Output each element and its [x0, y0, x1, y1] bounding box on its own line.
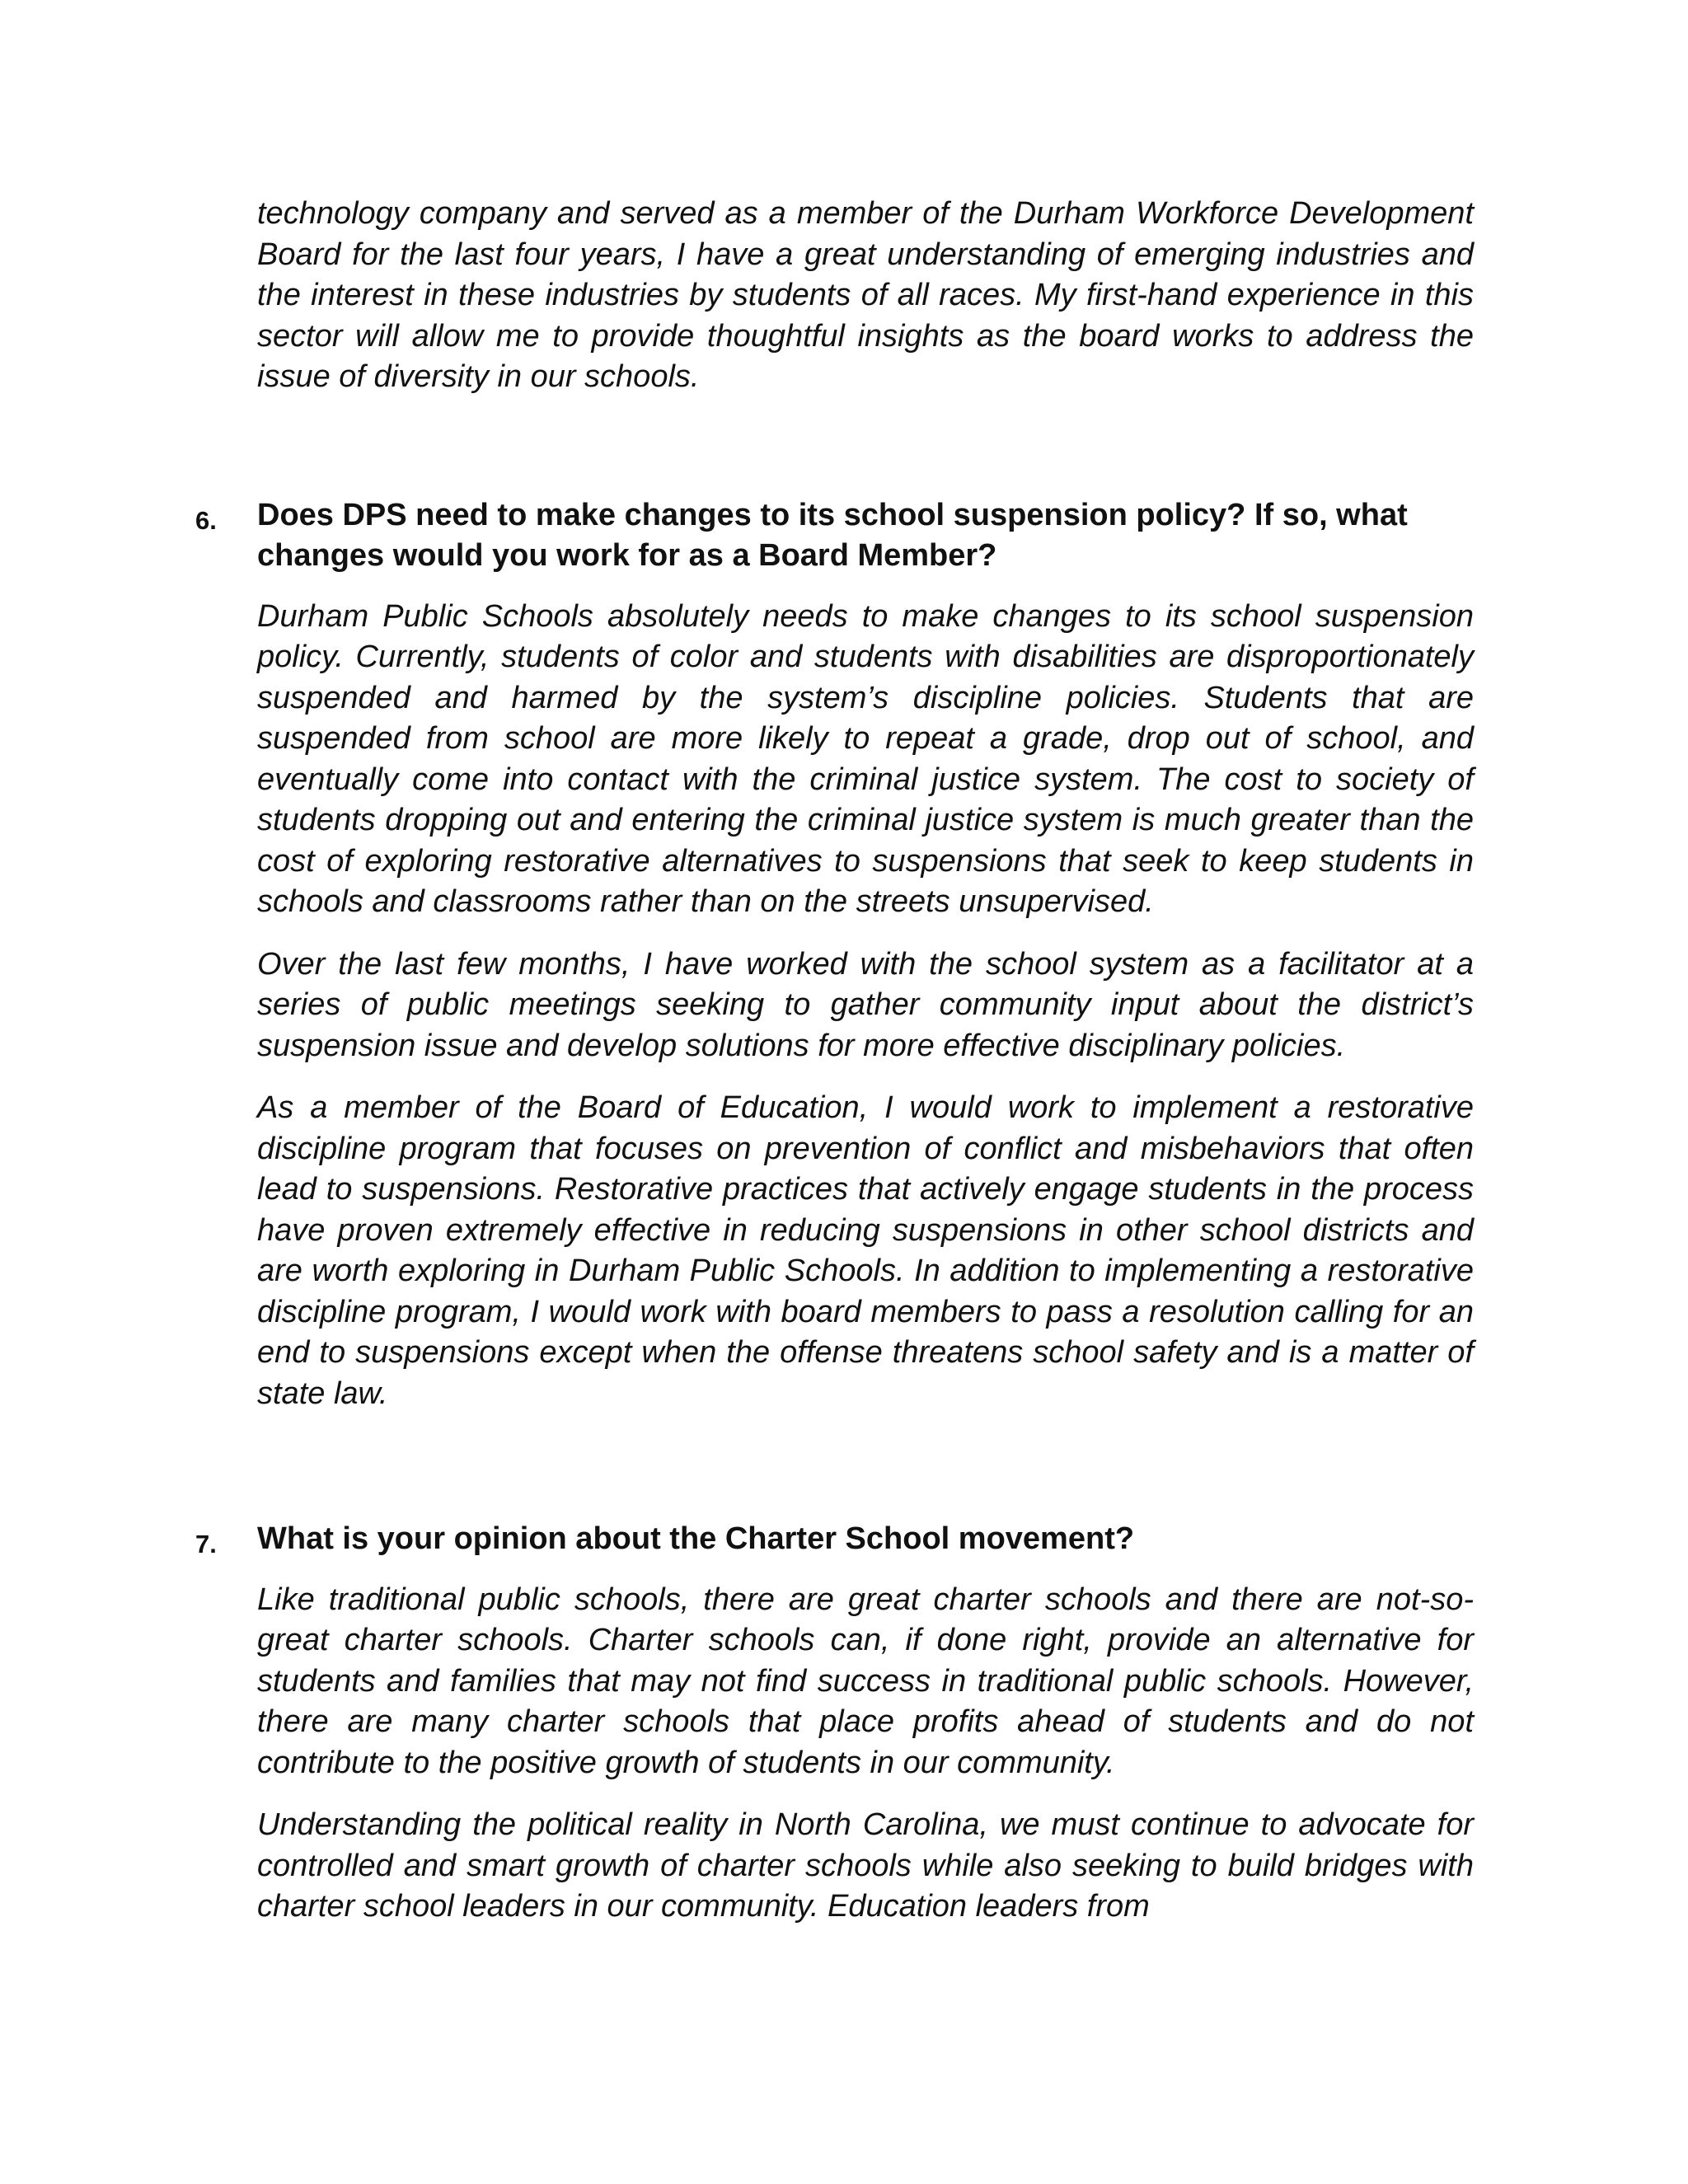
intro-paragraph: technology company and served as a member of the Durham Workforce Development Board for the last four years, I have a great understanding of emerging industries and the interest in these industries by students of all races. My first-hand experience in this sector will allow me to provide thoughtful insights as the board works to address the issue of diversity in our schools.: [257, 196, 1474, 394]
section-spacer: [257, 419, 1474, 495]
section-spacer: [257, 1436, 1474, 1519]
answer-paragraph: Durham Public Schools absolutely needs to make changes to its school suspension policy. Currently, students of color and students with disabilities are disproportionately suspended and harmed by the system’s discipline policies. Students that are suspended from school are more likely to repeat a grade, drop out of school, and eventually come into contact with the criminal justice system. The cost to society of students dropping out and entering the criminal justice system is much greater than the cost of exploring restorative alternatives to suspensions that seek to keep students in schools and classrooms rather than on the streets unsupervised.: [257, 598, 1474, 919]
question-number: 7.: [195, 1530, 217, 1558]
question-6: [195, 495, 1474, 577]
answer-paragraph: Like traditional public schools, there are great charter schools and there are not-so-great charter schools. Charter schools can, if done right, provide an alternative for students and families that may not find success in traditional public schools. However, there are many charter schools that place profits ahead of students and do not contribute to the positive growth of students in our community.: [257, 1582, 1474, 1780]
answer-paragraph: Over the last few months, I have worked with the school system as a facilitator at a series of public meetings seeking to gather community input about the district’s suspension issue and develop solutions for more effective disciplinary policies.: [257, 946, 1474, 1063]
question-number: 6.: [195, 505, 217, 535]
answer-paragraph: As a member of the Board of Education, I would work to implement a restorative discipline program that focuses on prevention of conflict and misbehaviors that often lead to suspensions. Restorative practices that actively engage students in the process have proven extremely effective in reducing suspensions in other school districts and are worth exploring in Durham Public Schools. In addition to implementing a restorative discipline program, I would work with board members to pass a resolution calling for an end to suspensions except when the offense threatens school safety and is a matter of state law.: [257, 1090, 1474, 1411]
question-7: [195, 1519, 1474, 1560]
question-text: What is your opinion about the Charter School movement?: [257, 1521, 1135, 1556]
document-content: [195, 194, 1474, 1928]
question-text: Does DPS need to make changes to its school suspension policy? If so, what changes would you work for as a Board Member?: [257, 497, 1408, 573]
answer-paragraph: Understanding the political reality in North Carolina, we must continue to advocate for controlled and smart growth of charter schools while also seeking to build bridges with charter school leaders in our community. Education leaders from: [257, 1807, 1474, 1924]
